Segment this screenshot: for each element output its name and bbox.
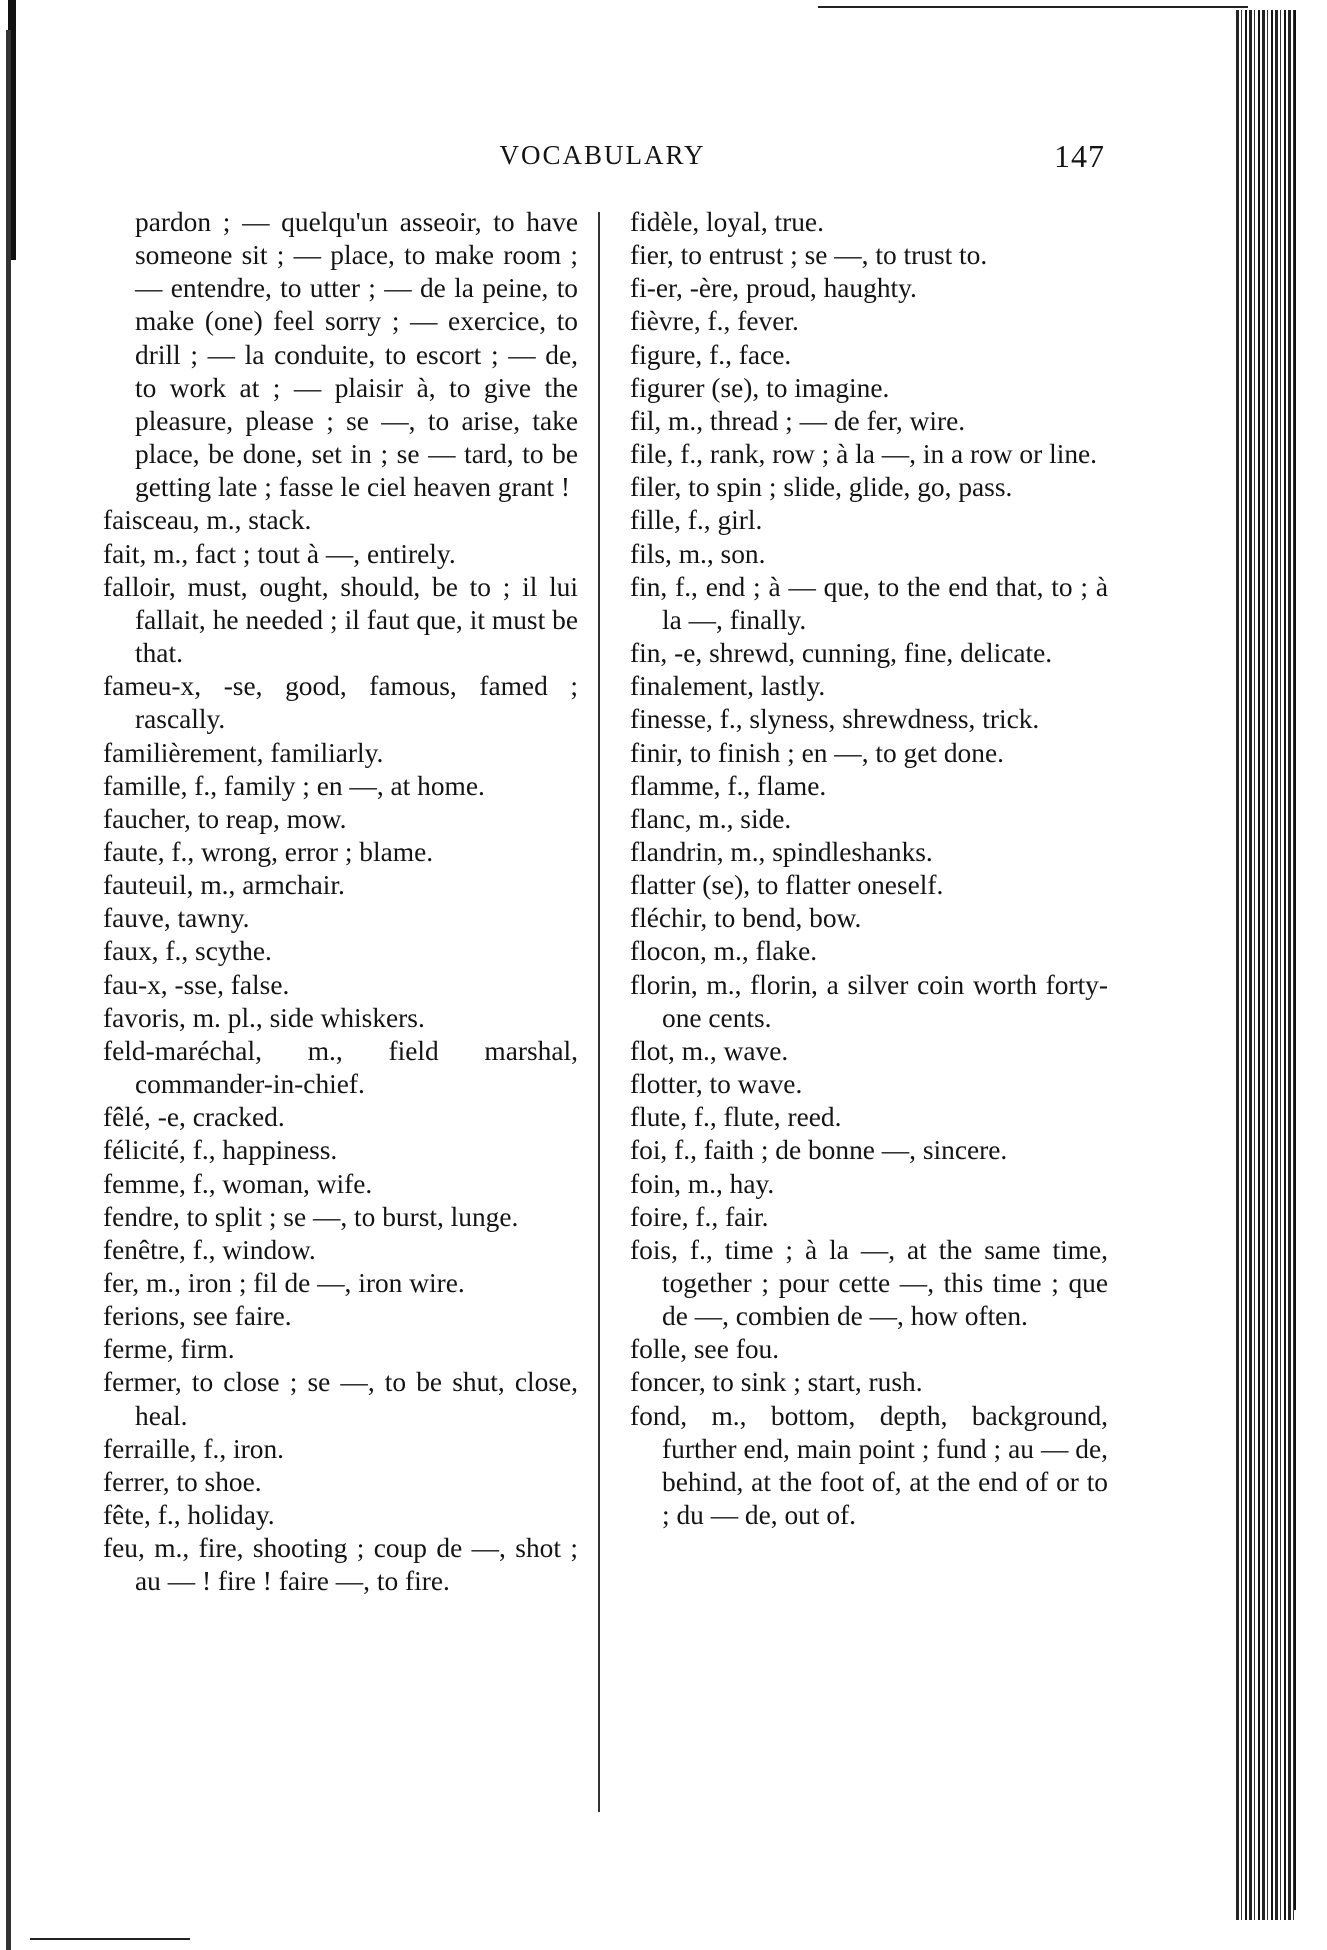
- dictionary-entry: flatter (se), to flatter oneself.: [630, 870, 944, 901]
- dictionary-entry: foire, f., fair.: [630, 1201, 769, 1232]
- dictionary-entry: ferions, see faire.: [103, 1301, 292, 1332]
- book-binding-line: [1294, 10, 1296, 1910]
- dictionary-entry: ferraille, f., iron.: [103, 1433, 284, 1464]
- dictionary-entry: faute, f., wrong, error ; blame.: [103, 836, 434, 867]
- dictionary-entry: fier, to entrust ; se —, to trust to.: [630, 240, 988, 271]
- dictionary-entry: félicité, f., happiness.: [103, 1135, 338, 1166]
- dictionary-entry: fait, m., fact ; tout à —, entirely.: [103, 538, 456, 569]
- dictionary-entry: figurer (se), to imagine.: [630, 372, 890, 403]
- dictionary-entry: fil, m., thread ; — de fer, wire.: [630, 405, 966, 436]
- dictionary-entry: faisceau, m., stack.: [103, 505, 312, 536]
- dictionary-entry: fils, m., son.: [630, 538, 766, 569]
- dictionary-entry: finalement, lastly.: [630, 671, 826, 702]
- dictionary-entry: fenêtre, f., window.: [103, 1234, 316, 1265]
- dictionary-entry: fléchir, to bend, bow.: [630, 903, 862, 934]
- dictionary-entry: flanc, m., side.: [630, 803, 792, 834]
- column-divider: [598, 212, 600, 1812]
- dictionary-entry: fer, m., iron ; fil de —, iron wire.: [103, 1268, 465, 1298]
- dictionary-entry: fois, f., time ; à la —, at the same time, together ; pour cette —, this time ; que de —, combien de —, how often.: [630, 1234, 1108, 1332]
- dictionary-entry: foin, m., hay.: [630, 1168, 775, 1199]
- dictionary-entry: femme, f., woman, wife.: [103, 1168, 373, 1199]
- dictionary-entry: flandrin, m., spindleshanks.: [630, 836, 933, 867]
- dictionary-entry: fin, -e, shrewd, cunning, fine, delicate.: [630, 638, 1053, 669]
- dictionary-entry: faucher, to reap, mow.: [103, 803, 347, 834]
- dictionary-entry: foncer, to sink ; start, rush.: [630, 1367, 923, 1398]
- dictionary-entry: fauteuil, m., armchair.: [103, 870, 345, 901]
- dictionary-entry: ferrer, to shoe.: [103, 1466, 262, 1497]
- page-left-edge: [6, 30, 11, 1950]
- dictionary-entry: flute, f., flute, reed.: [630, 1102, 842, 1133]
- dictionary-entry: feu, m., fire, shooting ; coup de —, shot ; au — ! fire ! faire —, to fire.: [103, 1533, 578, 1597]
- dictionary-entry: pardon ; — quelqu'un asseoir, to have someone sit ; — place, to make room ; — entendre, to utter ; — de la peine, to make (one) feel sorry ; — exercice, to drill ; — la conduite, to escort ; — de, to work at ; — plaisir à, to give the pleasure, please ; se —, to arise, take place, be done, set in ; se — tard, to be getting late ; fasse le ciel heaven grant !: [135, 207, 578, 503]
- dictionary-entry: fêlé, -e, cracked.: [103, 1102, 285, 1133]
- dictionary-entry: fauve, tawny.: [103, 903, 250, 934]
- dictionary-entry: familièrement, familiarly.: [103, 737, 384, 768]
- dictionary-entry: file, f., rank, row ; à la —, in a row or line.: [630, 439, 1098, 470]
- dictionary-entry: fin, f., end ; à — que, to the end that, to ; à la —, finally.: [630, 571, 1108, 635]
- dictionary-entry: fidèle, loyal, true.: [630, 207, 824, 237]
- dictionary-entry: fille, f., girl.: [630, 505, 763, 536]
- right-column: [630, 206, 1108, 1532]
- dictionary-entry: filer, to spin ; slide, glide, go, pass.: [630, 472, 1013, 503]
- dictionary-entry: faux, f., scythe.: [103, 936, 272, 967]
- dictionary-entry: figure, f., face.: [630, 339, 792, 370]
- dictionary-entry: famille, f., family ; en —, at home.: [103, 770, 485, 801]
- left-column: [103, 206, 578, 1599]
- page-top-edge: [818, 6, 1248, 8]
- dictionary-entry: flocon, m., flake.: [630, 936, 818, 967]
- dictionary-entry: favoris, m. pl., side whiskers.: [103, 1002, 425, 1033]
- dictionary-entry: folle, see fou.: [630, 1334, 780, 1365]
- page-bottom-edge: [30, 1938, 190, 1940]
- dictionary-entry: fond, m., bottom, depth, background, further end, main point ; fund ; au — de, behind, at the foot of, at the end of or to ; du — de, out of.: [630, 1400, 1108, 1531]
- dictionary-entry: fau-x, -sse, false.: [103, 969, 290, 1000]
- dictionary-entry: ferme, firm.: [103, 1334, 235, 1365]
- page-header: [100, 140, 1105, 180]
- dictionary-entry: fi-er, -ère, proud, haughty.: [630, 273, 917, 304]
- dictionary-entry: fermer, to close ; se —, to be shut, close, heal.: [103, 1367, 578, 1431]
- dictionary-entry: foi, f., faith ; de bonne —, sincere.: [630, 1135, 1008, 1166]
- page-number: 147: [1054, 138, 1105, 174]
- dictionary-entry: fièvre, f., fever.: [630, 306, 799, 337]
- running-head: VOCABULARY: [499, 140, 706, 170]
- dictionary-entry: fameu-x, -se, good, famous, famed ; rascally.: [103, 671, 578, 735]
- dictionary-entry: flot, m., wave.: [630, 1035, 789, 1066]
- dictionary-entry: fendre, to split ; se —, to burst, lunge.: [103, 1201, 519, 1232]
- dictionary-entry: flotter, to wave.: [630, 1069, 803, 1100]
- dictionary-entry: falloir, must, ought, should, be to ; il lui fallait, he needed ; il faut que, it must be that.: [103, 571, 578, 669]
- dictionary-entry: finesse, f., slyness, shrewdness, trick.: [630, 704, 1040, 735]
- dictionary-entry: feld-maréchal, m., field marshal, commander-in-chief.: [103, 1035, 578, 1100]
- dictionary-entry: finir, to finish ; en —, to get done.: [630, 737, 1004, 768]
- dictionary-entry: fête, f., holiday.: [103, 1500, 275, 1531]
- dictionary-entry: flamme, f., flame.: [630, 770, 827, 801]
- book-binding-edge: [1236, 10, 1296, 1920]
- dictionary-entry: florin, m., florin, a silver coin worth forty-one cents.: [630, 969, 1108, 1033]
